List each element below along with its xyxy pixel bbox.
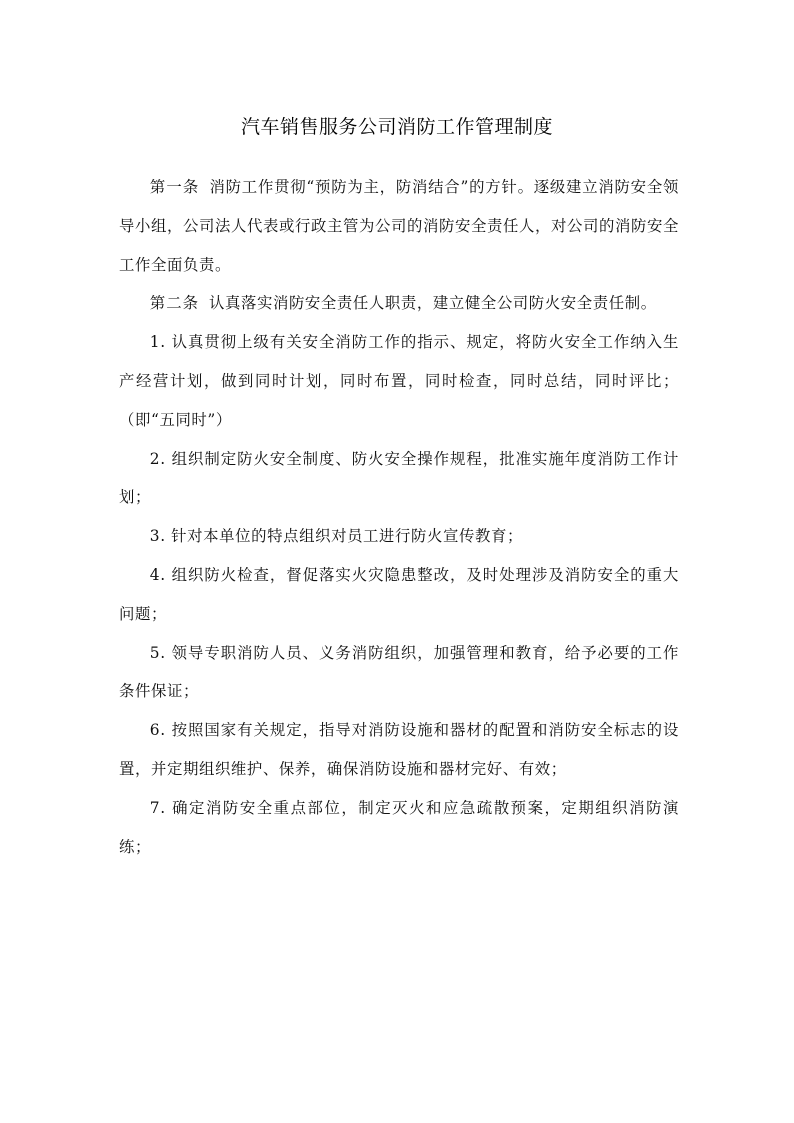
article-2-number: 第二条 [149,294,199,313]
list-item-5: 5. 领导专职消防人员、义务消防组织，加强管理和教育，给予必要的工作条件保证； [119,643,679,701]
list-item-2: 2. 组织制定防火安全制度、防火安全操作规程，批准实施年度消防工作计划； [119,449,679,507]
list-item-6: 6. 按照国家有关规定，指导对消防设施和器材的配置和消防安全标志的设置，并定期组织维护、保养，确保消防设施和器材完好、有效； [119,721,679,778]
document-body [119,168,679,866]
list-item-3: 3. 针对本单位的特点组织对员工进行防火宣传教育； [149,527,523,546]
article-1-number: 第一条 [149,178,200,196]
list-item-7: 7. 确定消防安全重点部位，制定灭火和应急疏散预案，定期组织消防演练； [119,798,679,856]
article-2-text: 认真落实消防安全责任人职责，建立健全公司防火安全责任制。 [208,294,657,313]
article-1 [119,168,679,284]
document-title: 汽车销售服务公司消防工作管理制度 [240,116,553,138]
article-1-text: 消防工作贯彻“预防为主，防消结合”的方针。逐级建立消防安全领导小组，公司法人代表或行政主管为公司的消防安全责任人，对公司的消防安全工作全面负责。 [119,178,679,274]
list-item-1: 1. 认真贯彻上级有关安全消防工作的指示、规定，将防火安全工作纳入生产经营计划，做到同时计划，同时布置，同时检查，同时总结，同时评比；（即“五同时”） [119,333,679,429]
list-item-4: 4. 组织防火检查，督促落实火灾隐患整改，及时处理涉及消防安全的重大问题； [119,565,679,623]
article-2 [119,284,679,323]
